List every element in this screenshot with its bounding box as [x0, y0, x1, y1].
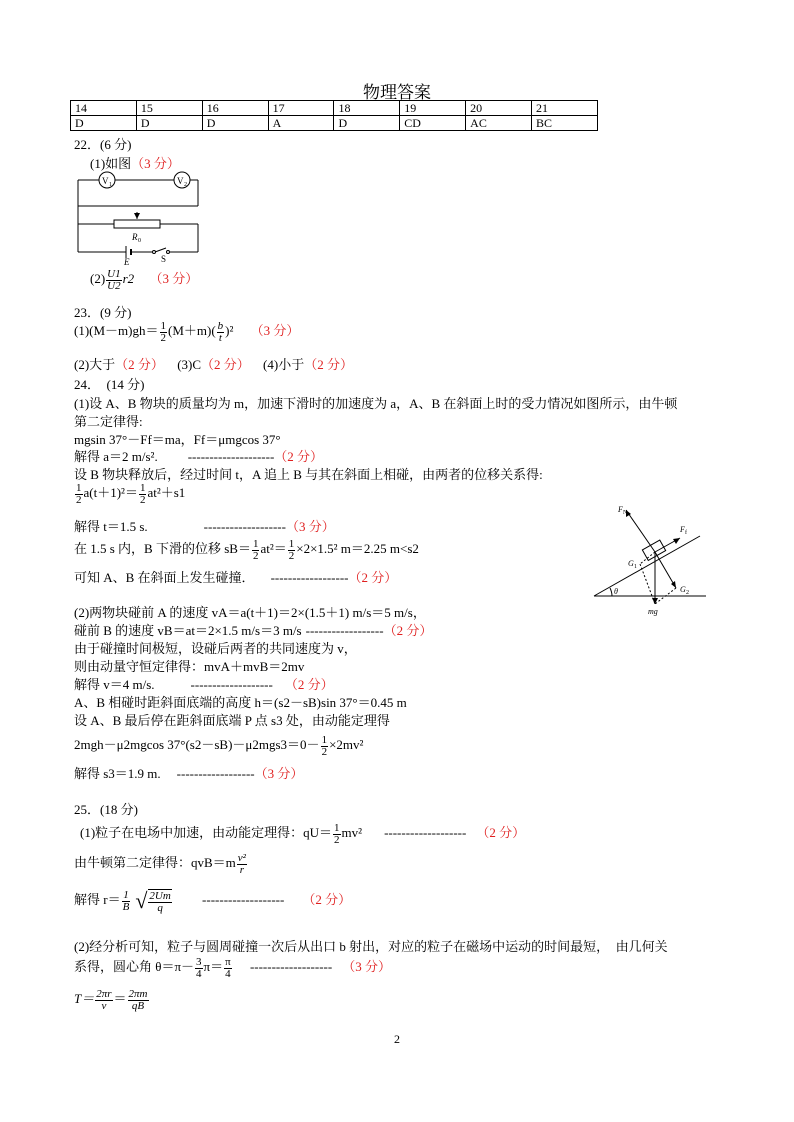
fraction-numerator: 1 — [160, 319, 166, 332]
table-cell: 19 — [400, 101, 466, 116]
q24-line: 解得 s3＝1.9 m. — [74, 766, 161, 781]
q24-line: 解得 t＝1.5 s. — [74, 519, 148, 534]
force-g1-sub: 1 — [634, 564, 637, 570]
voltmeter-v2-sub: 2 — [184, 182, 187, 188]
q25-line: (2)经分析可知，粒子与圆周碰撞一次后从出口 b 射出，对应的粒子在磁场中运动的时间最短， 由几何关 — [74, 939, 668, 954]
q24-equation-left: a(t＋1)²＝ — [83, 485, 138, 500]
fraction — [224, 957, 232, 980]
force-ff-label: F — [680, 525, 685, 534]
fraction-denominator: q — [157, 901, 163, 914]
table-cell: D — [71, 116, 137, 131]
score-label: （2 分） — [302, 891, 352, 907]
score-label: （2 分） — [348, 570, 398, 585]
fraction — [237, 853, 247, 876]
q22-heading: 22．(6 分) — [74, 137, 132, 152]
fraction-numerator: 2Um — [149, 889, 171, 902]
fraction-numerator: 1 — [139, 481, 146, 494]
q24-line: A、B 相碰时距斜面底端的高度 h＝(s2－sB)sin 37°＝0.45 m — [74, 695, 407, 710]
fraction — [333, 823, 341, 846]
q25-angle — [74, 956, 391, 980]
q24-line: 在 1.5 s 内，B 下滑的位移 sB＝ — [74, 541, 251, 556]
fraction-numerator: 2πr — [96, 987, 112, 1000]
table-cell: D — [202, 116, 268, 131]
q24-line: 可知 A、B 在斜面上发生碰撞． — [74, 570, 255, 585]
q23-part1 — [74, 320, 299, 344]
fraction — [195, 957, 203, 980]
table-cell: CD — [400, 116, 466, 131]
q22-fraction — [106, 269, 121, 292]
fraction-denominator: 2 — [76, 493, 82, 506]
voltmeter-v1-label: V — [102, 176, 109, 186]
force-fn-sub: N — [623, 510, 628, 516]
table-cell: 20 — [466, 101, 532, 116]
q22-part2 — [90, 268, 198, 292]
dash-separator: ------------------ — [270, 570, 349, 585]
score-label: （3 分） — [131, 156, 180, 171]
fraction-numerator: U1 — [107, 267, 121, 280]
q23-part1-end: )² — [225, 323, 234, 338]
table-cell: 17 — [268, 101, 334, 116]
fraction — [160, 321, 168, 344]
q23-part2 — [74, 354, 353, 373]
q22-part1-text: (1)如图 — [90, 156, 132, 171]
fraction — [252, 539, 260, 562]
fraction-denominator: t — [218, 331, 222, 344]
fraction-denominator: r — [239, 863, 245, 876]
fraction-denominator: U2 — [107, 279, 121, 292]
voltmeter-v2-label: V — [177, 176, 184, 186]
q24-heading: 24． (14 分) — [74, 377, 145, 392]
dash-separator: ------------------- — [202, 891, 285, 907]
fraction — [128, 989, 149, 1012]
battery-e-label: E — [124, 257, 130, 266]
fraction-denominator: 2 — [139, 493, 146, 506]
table-cell: 15 — [136, 101, 202, 116]
q24-result-a — [74, 446, 323, 465]
q24-velocity-b — [74, 620, 432, 639]
dash-separator: ------------------ — [176, 766, 255, 781]
fraction-denominator: v — [101, 999, 107, 1012]
fraction-denominator: 4 — [225, 967, 231, 980]
fraction-denominator: B — [122, 900, 130, 913]
fraction — [139, 483, 147, 506]
q24-line: 设 B 物块释放后，经过时间 t，A 追上 B 与其在斜面上相碰，由两者的位移关系得: — [74, 467, 543, 482]
q24-displacement-equation — [74, 482, 185, 506]
score-label: （2 分） — [115, 357, 164, 372]
score-label: （3 分） — [254, 766, 304, 781]
q25-heading: 25．(18 分) — [74, 802, 138, 817]
table-cell: 18 — [334, 101, 400, 116]
fraction-denominator: 2 — [321, 745, 328, 758]
q25-radius — [74, 888, 351, 914]
circuit-diagram — [74, 168, 204, 266]
table-cell: A — [268, 116, 334, 131]
q25-line: T＝ — [74, 991, 95, 1006]
score-label: （2 分） — [284, 677, 334, 692]
answer-table-answer-row — [71, 116, 598, 131]
q23-answer-2: (2)大于 — [74, 357, 116, 372]
fraction-denominator: qB — [131, 999, 145, 1012]
dash-separator: ------------------ — [305, 623, 384, 638]
score-label: （3 分） — [342, 959, 391, 974]
dash-separator: ------------------- — [190, 677, 273, 692]
q24-line: 2mgh－μ2mgcos 37°(s2－sB)－μ2mgs3＝0－ — [74, 737, 320, 752]
q24-conclusion — [74, 567, 397, 586]
fraction-numerator: b — [217, 319, 224, 332]
gravity-mg-label: mg — [648, 607, 658, 616]
q25-line: ＝ — [113, 991, 127, 1006]
q25-newton — [74, 852, 248, 876]
q25-period — [74, 988, 150, 1012]
q24-line: 碰前 B 的速度 vB＝at＝2×1.5 m/s＝3 m/s — [74, 623, 302, 638]
table-cell: 21 — [532, 101, 598, 116]
fraction — [321, 735, 329, 758]
fraction-numerator: 1 — [321, 733, 328, 746]
q24-line: 则由动量守恒定律得：mvA＋mvB＝2mv — [74, 659, 305, 674]
dash-separator: -------------------- — [187, 449, 275, 464]
force-diagram — [590, 500, 710, 618]
q25-line: mv² — [341, 825, 363, 840]
page-number: 2 — [394, 1032, 400, 1046]
q24-line: (2)两物块碰前 A 的速度 vA＝a(t＋1)＝2×(1.5＋1) m/s＝5 m/s， — [74, 605, 426, 620]
force-g1-label: G — [628, 559, 634, 568]
q25-line: (1)粒子在电场中加速，由动能定理得：qU＝ — [80, 825, 333, 840]
answer-table — [70, 100, 598, 131]
dash-separator: ------------------- — [384, 825, 467, 840]
table-cell: 14 — [71, 101, 137, 116]
table-cell: D — [334, 116, 400, 131]
score-label: （2 分） — [383, 623, 433, 638]
angle-theta-label: θ — [614, 587, 618, 596]
q23-answer-4: (4)小于 — [263, 357, 305, 372]
q24-line: at²＝ — [260, 541, 287, 556]
force-fn-label: F — [618, 505, 623, 514]
fraction — [75, 483, 83, 506]
table-cell: BC — [532, 116, 598, 131]
q24-energy-equation — [74, 734, 363, 758]
force-g2-label: G — [680, 585, 686, 594]
q25-line: 系得，圆心角 θ＝π－ — [74, 959, 195, 974]
q24-result-v — [74, 674, 334, 693]
q23-answer-3: (3)C — [177, 357, 202, 372]
q23-heading: 23．(9 分) — [74, 305, 132, 320]
force-ff-sub: f — [685, 530, 687, 536]
q25-line: 由牛顿第二定律得：qvB＝m — [74, 855, 236, 870]
dash-separator: ------------------- — [203, 519, 286, 534]
fraction-numerator: 1 — [334, 821, 340, 834]
fraction-numerator: π — [225, 955, 231, 968]
q24-result-t — [74, 516, 335, 535]
fraction-numerator: 3 — [196, 955, 202, 968]
q24-line: 第二定律得: — [74, 414, 143, 429]
fraction-numerator: 1 — [123, 888, 129, 901]
q25-line: π＝ — [203, 959, 224, 974]
q24-line: (1)设 A、B 物块的质量均为 m，加速下滑时的加速度为 a，A、B 在斜面上时的受力情况如图所示，由牛顿 — [74, 396, 678, 411]
fraction — [122, 890, 131, 913]
dash-separator: ------------------- — [249, 959, 333, 974]
fraction-numerator: 1 — [288, 537, 295, 550]
answer-table-number-row — [71, 101, 598, 116]
fraction-denominator: 2 — [288, 549, 295, 562]
fraction — [288, 539, 296, 562]
q24-line: 解得 v＝4 m/s. — [74, 677, 155, 692]
fraction-denominator: 2 — [252, 549, 259, 562]
sqrt-fraction — [148, 889, 171, 914]
q22-part2-tail: r2 — [122, 271, 135, 286]
sqrt-icon: √ — [135, 888, 148, 913]
score-label: （2 分） — [201, 357, 250, 372]
score-label: （2 分） — [476, 825, 526, 840]
resistor-r0-sub: 0 — [138, 238, 141, 244]
score-label: （3 分） — [149, 271, 199, 286]
score-label: （2 分） — [304, 357, 353, 372]
q24-displacement-b — [74, 538, 419, 562]
q24-line: 由于碰撞时间极短，设碰后两者的共同速度为 v， — [74, 641, 357, 656]
fraction — [217, 321, 225, 344]
q25-line: 解得 r＝ — [74, 891, 121, 907]
q23-part1-mid: (M＋m)( — [168, 323, 216, 338]
score-label: （3 分） — [250, 323, 300, 338]
fraction-denominator: 2 — [334, 833, 340, 846]
q22-part2-prefix: (2) — [90, 271, 106, 286]
score-label: （2 分） — [274, 449, 324, 464]
q24-line: 解得 a＝2 m/s². — [74, 449, 158, 464]
q23-part1-pre: (1)(M－m)gh＝ — [74, 323, 159, 338]
fraction-numerator: v² — [237, 851, 246, 864]
q24-line: ×2×1.5² m＝2.25 m<s2 — [296, 541, 419, 556]
score-label: （3 分） — [285, 519, 335, 534]
force-g2-sub: 2 — [686, 590, 689, 596]
page-title: 物理答案 — [363, 83, 431, 102]
fraction-denominator: 4 — [196, 967, 202, 980]
switch-s-label: S — [161, 254, 167, 264]
q25-energy — [80, 822, 525, 846]
q24-line: 设 A、B 最后停在距斜面底端 P 点 s3 处，由动能定理得 — [74, 713, 390, 728]
q24-equation: mgsin 37°－Ff＝ma，Ff＝μmgcos 37° — [74, 432, 281, 447]
table-cell: AC — [466, 116, 532, 131]
resistor-r0-label: R — [132, 232, 138, 242]
fraction-denominator: 2 — [160, 331, 166, 344]
voltmeter-v1-sub: 1 — [109, 182, 112, 188]
q24-equation-right: at²＋s1 — [147, 485, 186, 500]
fraction — [95, 989, 112, 1012]
fraction-numerator: 1 — [252, 537, 259, 550]
q24-line: ×2mv² — [329, 737, 364, 752]
table-cell: 16 — [202, 101, 268, 116]
table-cell: D — [136, 116, 202, 131]
q24-result-s3 — [74, 763, 303, 782]
fraction-numerator: 1 — [76, 481, 82, 494]
fraction-numerator: 2πm — [128, 987, 148, 1000]
